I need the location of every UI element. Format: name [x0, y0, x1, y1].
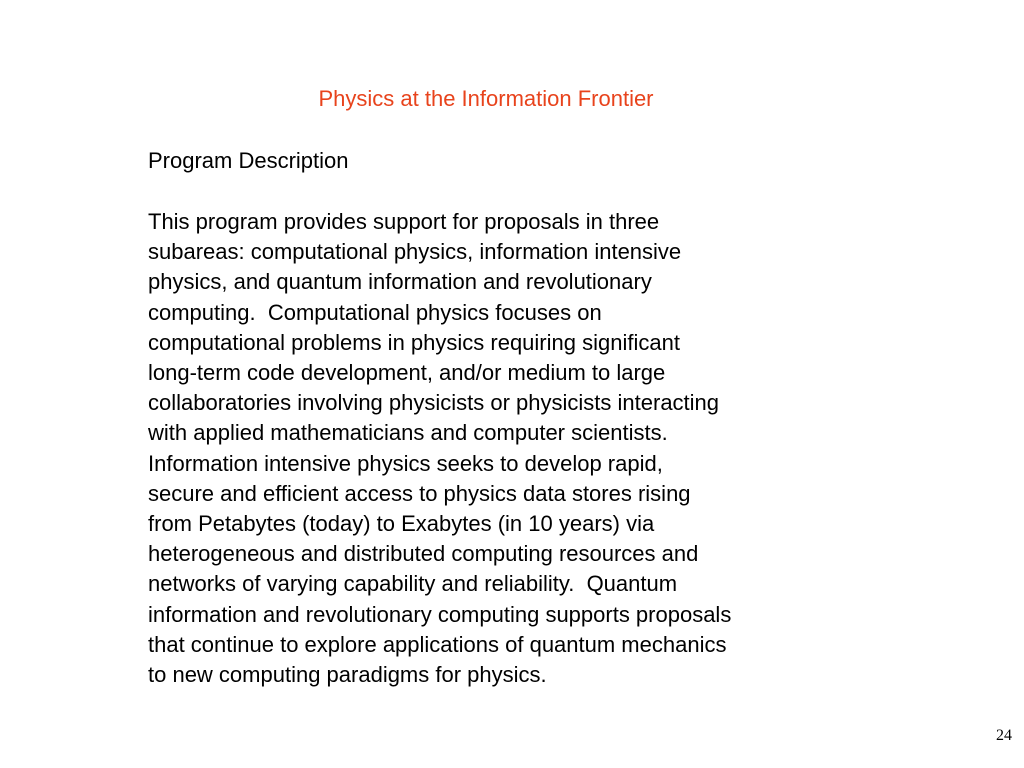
body-line: that continue to explore applications of quantum mechanics [148, 631, 727, 657]
body-line: physics, and quantum information and revolutionary [148, 269, 652, 295]
body-line: This program provides support for proposals in three [148, 209, 660, 234]
body-line: to new computing paradigms for physics. [148, 662, 547, 688]
body-line: with applied mathematicians and computer scientists. [148, 420, 668, 446]
body-line: Information intensive physics seeks to develop rapid, [148, 450, 663, 476]
program-description-body [148, 207, 731, 690]
body-line: long-term code development, and/or medium to large [148, 360, 666, 386]
body-line: heterogeneous and distributed computing resources and [148, 541, 699, 567]
body-line: computing. Computational physics focuses on [148, 299, 602, 325]
slide-title: Physics at the Information Frontier [318, 86, 654, 111]
body-line: subareas: computational physics, information intensive [148, 239, 682, 265]
body-line: networks of varying capability and reliability. Quantum [148, 571, 678, 597]
body-line: computational problems in physics requiring significant [148, 329, 680, 355]
body-line: collaboratories involving physicists or physicists interacting [148, 390, 720, 416]
body-line: from Petabytes (today) to Exabytes (in 10 years) via [148, 511, 655, 537]
page-number: 24 [996, 727, 1012, 744]
section-heading: Program Description [148, 148, 349, 173]
body-line: information and revolutionary computing supports proposals [148, 601, 732, 627]
body-line: secure and efficient access to physics data stores rising [148, 480, 691, 506]
